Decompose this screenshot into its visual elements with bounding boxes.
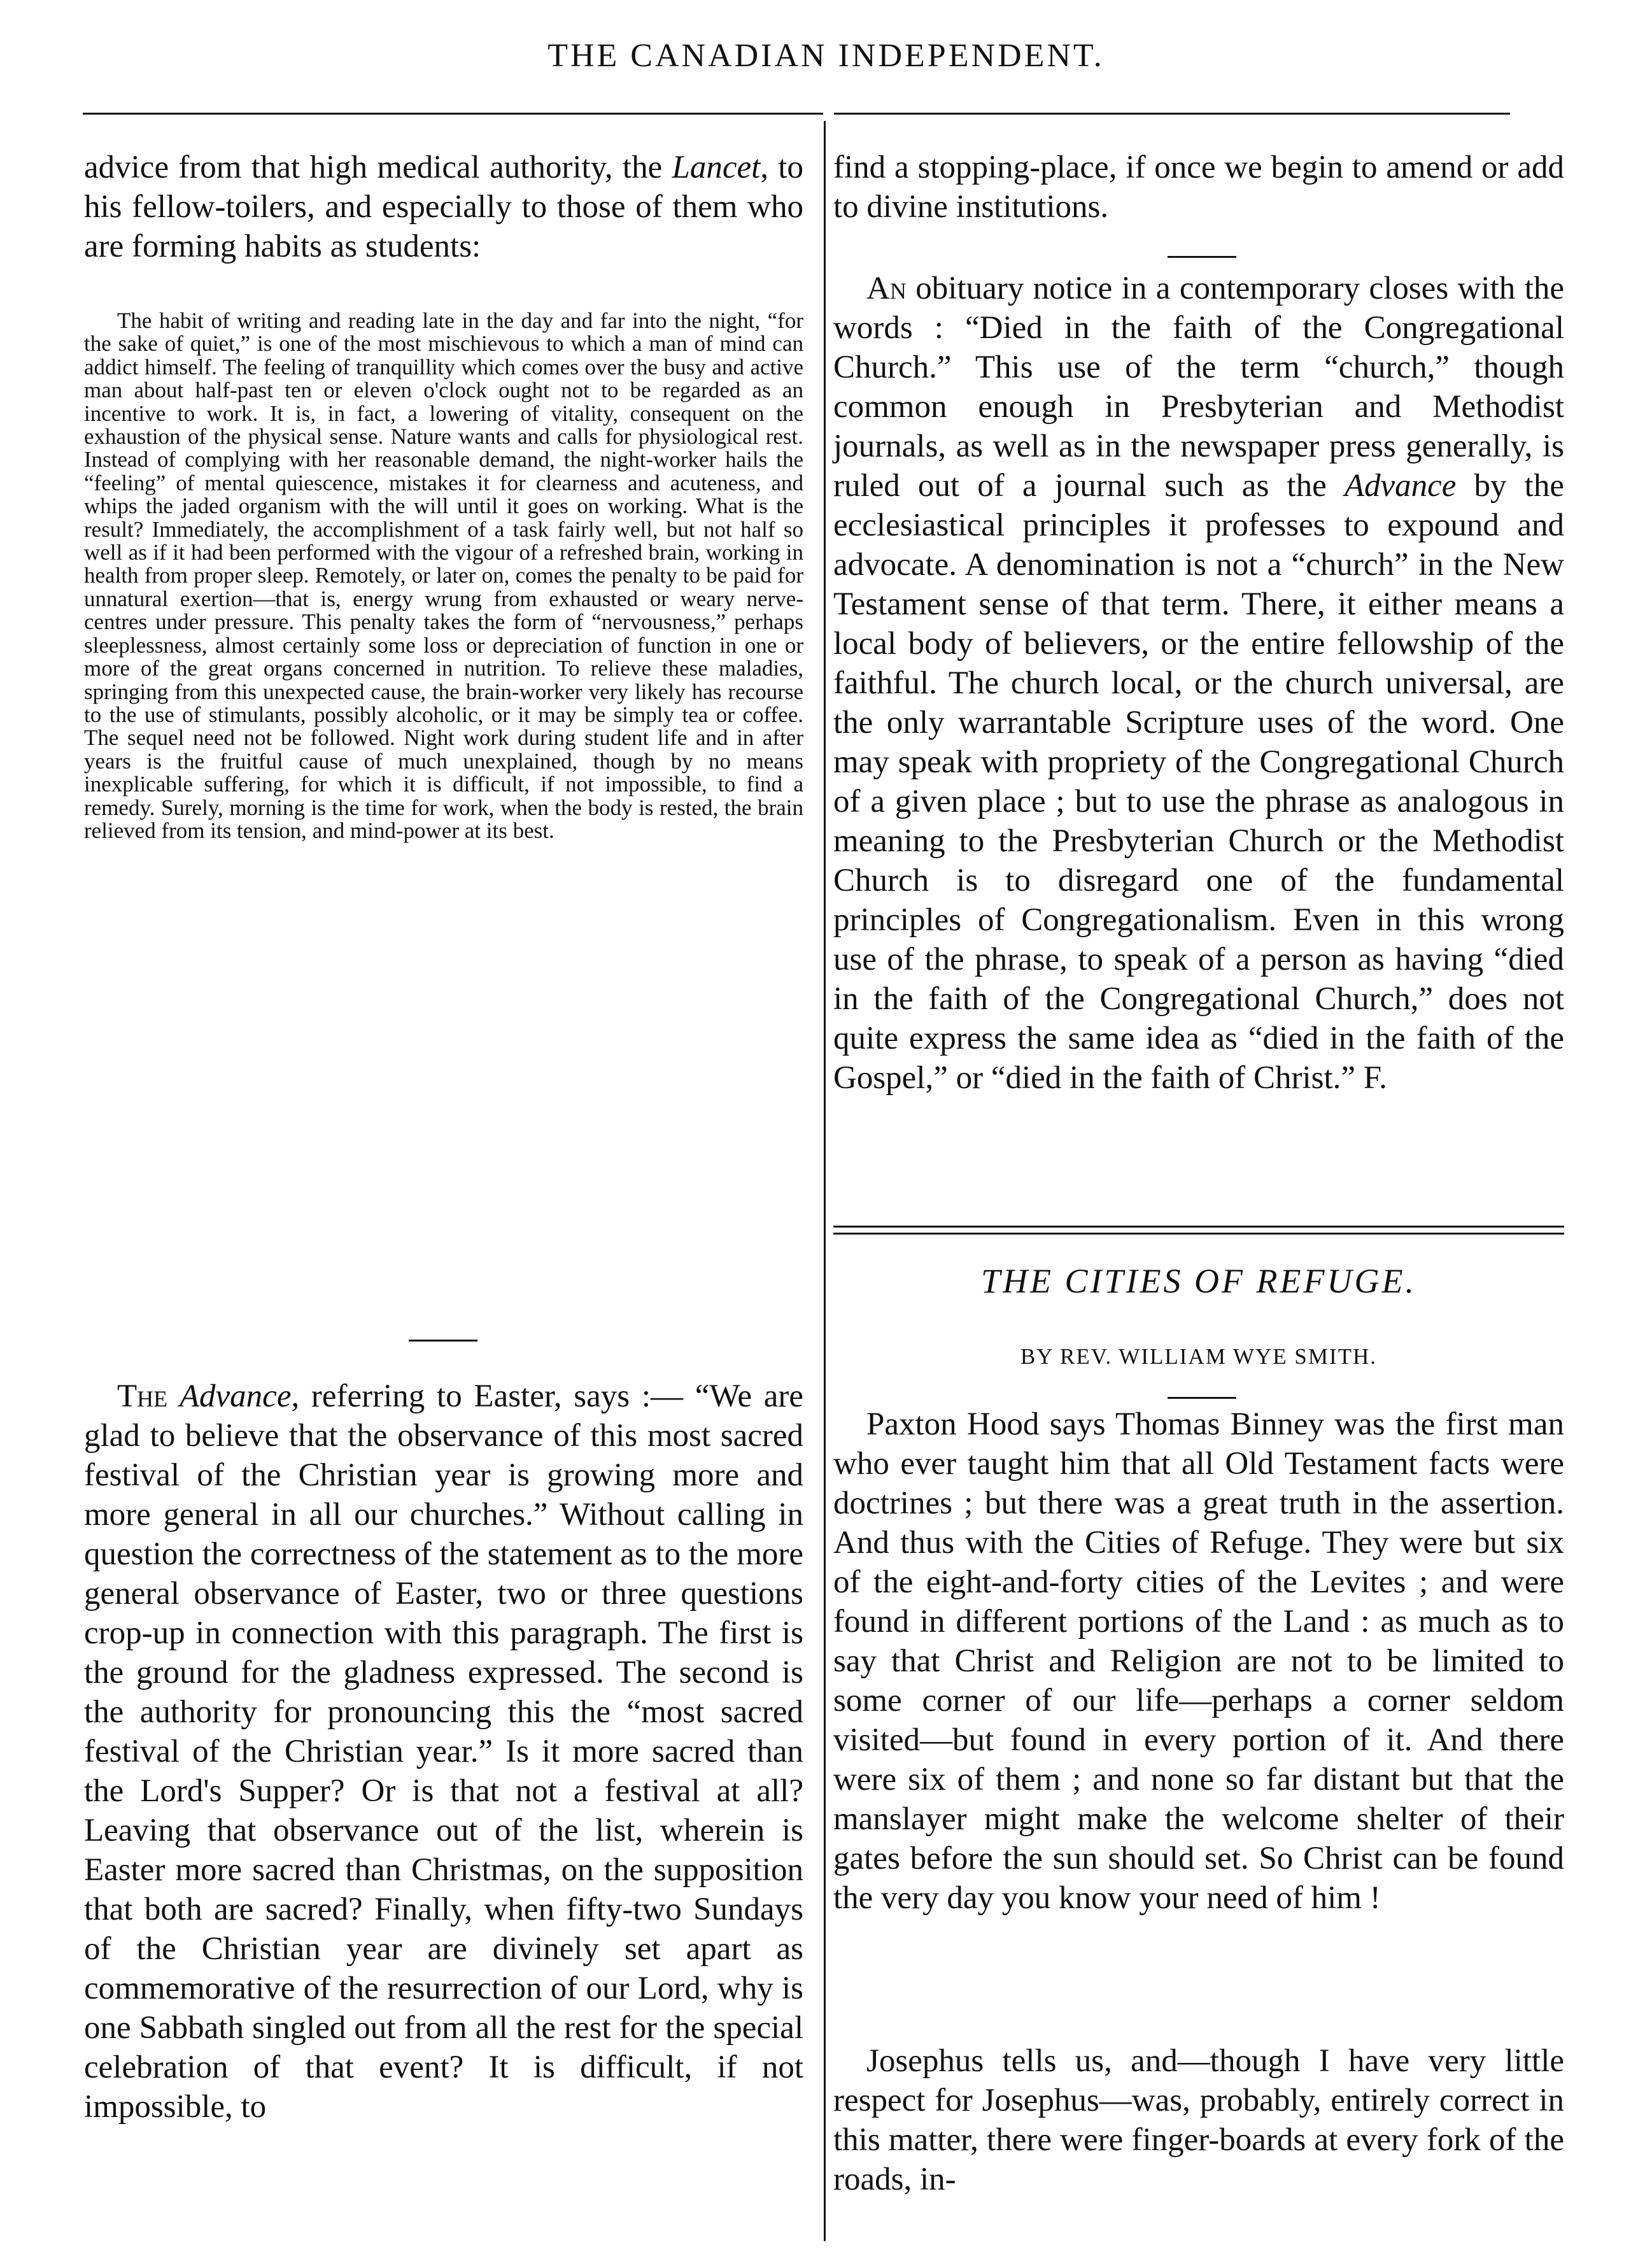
byline-divider — [1168, 1397, 1236, 1399]
article-title: THE CITIES OF REFUGE. — [981, 1262, 1416, 1300]
lancet-title: Lancet — [672, 150, 761, 185]
intro-text: advice from that high medical authority, the — [84, 150, 672, 185]
section-divider — [1168, 256, 1236, 258]
obituary-paragraph — [833, 269, 1564, 1098]
lancet-quotation: The habit of writing and reading late in the day and far into the night, “for the sake of quiet,” is one of the most mischievous to which a man of mind can addict himself. The feeling of tranquillity which comes over the busy and active man about half-past ten or eleven o'clock ought not to be regarded as an incentive to work. It is, in fact, a lowering of vitality, consequent on the exhaustion of the physical sense. Nature wants and calls for physiological rest. Instead of complying with her reasonable demand, the night-worker hails the “feeling” of mental quiescence, mistakes it for clearness and acuteness, and whips the jaded organism with the will until it goes on working. What is the result? Immediately, the accomplishment of a task fairly well, but not half so well as if it had been performed with the vigour of a refreshed brain, working in health from proper sleep. Remotely, or later on, comes the penalty to be paid for unnatural exertion—that is, energy wrung from exhausted or weary nerve-centres under pressure. This penalty takes the form of “nervousness,” perhaps sleeplessness, almost certainly some loss or depreciation of function in one or more of the great organs concerned in nutrition. To relieve these maladies, springing from this unexpected cause, the brain-worker very likely has recourse to the use of stimulants, possibly alcoholic, or it may be simply tea or coffee. The sequel need not be followed. Night work during student life and in after years is the fruitful cause of much unexplained, though by no means inexplicable suffering, for which it is difficult, if not impossible, to find a remedy. Surely, morning is the time for work, when the body is rested, the brain relieved from its tension, and mind-power at its best. — [84, 308, 803, 843]
header-rule-right — [834, 113, 1510, 115]
obituary-text-continued: by the ecclesiastical principles it professes to expound and advocate. A denomination is not a “church” in the New Testament sense of that term. There, it either means a local body of believers, or the entire fellowship of the faithful. The church local, or the church universal, are the only warrantable Scripture uses of the word. One may speak with propriety of the Congregational Church of a given place ; but to use the phrase as analogous in meaning to the Presbyterian Church or the Methodist Church is to disregard one of the fundamental principles of Congregationalism. Even in this wrong use of the phrase, to speak of a person as having “died in the faith of the Congregational Church,” does not quite express the same idea as “died in the faith of the Gospel,” or “died in the faith of Christ.” F. — [833, 468, 1564, 1096]
column-rule — [824, 121, 826, 2241]
lancet-intro-paragraph — [84, 148, 803, 266]
intro-text-continued: , to his fellow-toilers, and especially to those of them who are forming habits as students: — [84, 150, 803, 264]
article-paragraph: Paxton Hood says Thomas Binney was the first man who ever taught him that all Old Testament facts were doctrines ; but there was a great truth in the assertion. And thus with the Cities of Refuge. They were but six of the eight-and-forty cities of the Levites ; and were found in different portions of the Land : as much as to say that Christ and Religion are not to be limited to some corner of our life—perhaps a corner seldom visited—but found in every portion of it. And there were six of them ; and none so far distant but that the manslayer might make the welcome shelter of their gates before the sun should set. So Christ can be found the very day you know your need of him ! — [833, 1406, 1564, 1916]
article-paragraph: Josephus tells us, and—though I have very little respect for Josephus—was, probably, entirely correct in this matter, there were finger-boards at every fork of the roads, in- — [833, 2043, 1564, 2197]
running-title: THE CANADIAN INDEPENDENT. — [547, 38, 1105, 74]
article-byline: BY REV. WILLIAM WYE SMITH. — [1020, 1344, 1378, 1369]
header-rule-left — [83, 113, 823, 115]
obituary-text: obituary notice in a contemporary closes with the words : “Died in the faith of the Congregational Church.” This use of the term “church,” though common enough in Presbyterian and Methodist journals, as well as in the newspaper press generally, is ruled out of a journal such as the — [833, 271, 1564, 504]
easter-text: , referring to Easter, says :— “We are glad to believe that the observance of this most sacred festival of the Christian year is growing more and more general in all our churches.” Without calling in question the correctness of the statement as to the more general observance of Easter, two or three questions crop-up in connection with this paragraph. The first is the ground for the gladness expressed. The second is the authority for pronouncing this the “most sacred festival of the Christian year.” Is it more sacred than the Lord's Supper? Or is that not a festival at all? Leaving that observance out of the list, wherein is Easter more sacred than Christmas, on the supposition that both are sacred? Finally, when fifty-two Sundays of the Christian year are divinely set apart as commemorative of the resurrection of our Lord, why is one Sabbath singled out from all the rest for the special celebration of that event? It is difficult, if not impossible, to — [84, 1378, 804, 2125]
easter-paragraph — [84, 1377, 803, 2127]
continued-paragraph: find a stopping-place, if once we begin to amend or add to divine institutions. — [833, 150, 1564, 225]
section-divider — [409, 1340, 477, 1342]
advance-title: Advance — [179, 1378, 292, 1414]
easter-lead-word: The — [117, 1378, 168, 1414]
advance-title: Advance — [1344, 468, 1457, 504]
obituary-lead-word: An — [866, 271, 907, 306]
article-separator — [833, 1226, 1564, 1235]
